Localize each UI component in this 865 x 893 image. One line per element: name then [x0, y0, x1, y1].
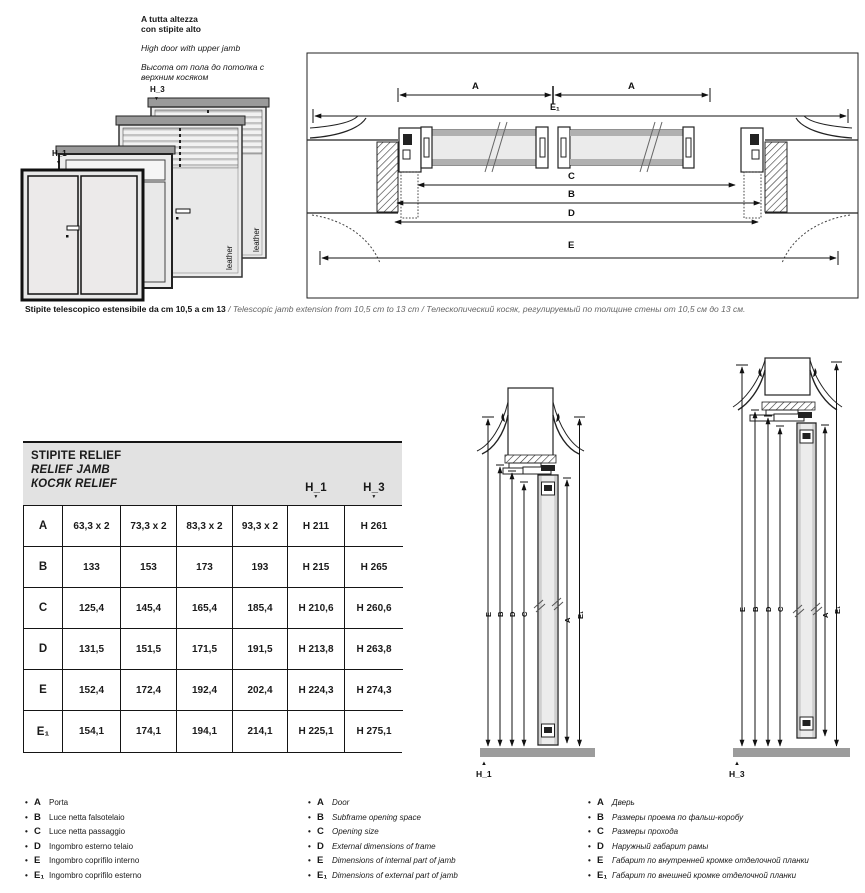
- legend-text: Дверь: [612, 798, 635, 807]
- dim-e1: E₁: [550, 102, 560, 112]
- bullet-icon: •: [588, 827, 591, 837]
- bullet-icon: •: [25, 798, 28, 807]
- intro-ru-line2: верхним косяком: [141, 72, 209, 82]
- dimensions-table: [23, 441, 402, 753]
- legend-russian: [588, 797, 865, 885]
- dim-a-right: A: [628, 81, 635, 92]
- legend-key: C: [317, 826, 324, 838]
- legend-key: E₁: [34, 869, 45, 881]
- caption-sep2: /: [419, 304, 427, 314]
- leather-watermark: leather: [252, 227, 261, 252]
- table-cell: H 225,1: [288, 711, 345, 752]
- table-title-en: RELIEF JAMB: [31, 464, 110, 476]
- intro-it-line1: A tutta altezza: [141, 14, 198, 24]
- legend-item: [25, 841, 303, 856]
- bullet-icon: •: [588, 870, 591, 880]
- table-cell: H 213,8: [288, 629, 345, 670]
- legend-item: [308, 812, 586, 827]
- table-cell: 131,5: [63, 629, 121, 670]
- door-heights-illustration: [10, 80, 300, 305]
- legend-text: Dimensions of external part of jamb: [332, 870, 458, 880]
- h3-section-label: H_3: [729, 769, 745, 779]
- legend-key: D: [34, 840, 41, 852]
- legend-key: A: [317, 797, 324, 808]
- plan-section-drawing: [300, 48, 862, 303]
- table-cell: 145,4: [121, 588, 177, 629]
- column-header-h1-arrow-icon: ▼: [313, 494, 319, 500]
- bullet-icon: •: [588, 856, 591, 866]
- leaf-h3: [793, 423, 822, 738]
- h1-marker-arrow-icon: ▼: [56, 160, 61, 166]
- bullet-icon: •: [25, 827, 28, 837]
- column-header-h3-arrow-icon: ▼: [371, 494, 377, 500]
- legend-key: E₁: [597, 869, 608, 881]
- vertical-section-h3: [690, 340, 865, 780]
- table-cell: H 261: [345, 506, 403, 547]
- legend-key: A: [34, 797, 41, 808]
- dim-e: E: [738, 606, 747, 612]
- h3-marker-arrow-icon: ▼: [154, 96, 159, 102]
- leather-watermark: leather: [225, 245, 234, 270]
- column-header-h3-label: H_3: [363, 482, 385, 494]
- legend-key: B: [34, 811, 41, 823]
- legend-item: [308, 870, 586, 885]
- legend-text: Ingombro esterno telaio: [49, 841, 134, 851]
- legend-text: Luce netta passaggio: [49, 827, 126, 837]
- row-label: A: [24, 506, 63, 547]
- column-header-h1-label: H_1: [305, 482, 327, 494]
- legend-text: Габарит по внешней кромке отделочной планки: [612, 870, 797, 880]
- intro-en: High door with upper jamb: [141, 43, 241, 53]
- legend-key: B: [317, 811, 324, 823]
- vertical-section-h1: [465, 355, 665, 780]
- h1-section-arrow-icon: ▲: [481, 761, 487, 767]
- legend-key: E: [317, 855, 324, 867]
- legend-item: [25, 855, 303, 870]
- legend-english: [308, 797, 586, 885]
- table-cell: 174,1: [121, 711, 177, 752]
- bullet-icon: •: [308, 827, 311, 837]
- table-cell: 171,5: [177, 629, 233, 670]
- row-label: B: [24, 547, 63, 588]
- legend-text: Ingombro coprifilo esterno: [49, 870, 142, 880]
- table-title-it: STIPITE RELIEF: [31, 450, 122, 462]
- legend-item: [308, 797, 586, 812]
- dim-e1: E₁: [576, 610, 585, 619]
- legend-item: [25, 870, 303, 885]
- dim-c: C: [568, 171, 575, 182]
- table-cell: 165,4: [177, 588, 233, 629]
- legend-text: Dimensions of internal part of jamb: [332, 856, 456, 866]
- legend-text: Luce netta falsotelaio: [49, 812, 125, 822]
- table-cell: 172,4: [121, 670, 177, 711]
- double-door: [22, 170, 143, 300]
- bullet-icon: •: [308, 798, 311, 807]
- caption-ru: Телескопический косяк, регулируемый по толщине стены от 10,5 см до 13 см.: [426, 304, 746, 314]
- table-cell: 202,4: [233, 670, 288, 711]
- table-cell: 192,4: [177, 670, 233, 711]
- table-cell: 194,1: [177, 711, 233, 752]
- bullet-icon: •: [308, 856, 311, 866]
- plan-right-leaf: [570, 127, 694, 168]
- legend-key: D: [317, 840, 324, 852]
- table-cell: H 211: [288, 506, 345, 547]
- legend-item: [308, 841, 586, 856]
- table-cell: 185,4: [233, 588, 288, 629]
- h1-section-label: H_1: [476, 769, 492, 779]
- legend-text: Наружный габарит рамы: [612, 841, 709, 851]
- legend-text: Размеры прохода: [612, 827, 679, 837]
- legend-item: [588, 797, 865, 812]
- leaf-h1: [534, 475, 563, 745]
- dim-e: E: [568, 240, 575, 251]
- table-cell: H 260,6: [345, 588, 403, 629]
- legend-text: External dimensions of frame: [332, 841, 436, 851]
- legend-text: Porta: [49, 798, 69, 807]
- legend-text: Opening size: [332, 827, 379, 837]
- bullet-icon: •: [588, 812, 591, 822]
- table-title: [23, 441, 402, 505]
- table-cell: 152,4: [63, 670, 121, 711]
- legend-key: C: [34, 826, 41, 838]
- table-cell: H 210,6: [288, 588, 345, 629]
- legend-key: C: [597, 826, 604, 838]
- bullet-icon: •: [25, 812, 28, 822]
- legend-text: Ingombro coprifilo interno: [49, 856, 140, 866]
- legend-text: Габарит по внутренней кромке отделочной планки: [612, 856, 809, 866]
- row-label: D: [24, 629, 63, 670]
- row-label: E₁: [24, 711, 63, 752]
- table-cell: H 275,1: [345, 711, 403, 752]
- intro-text-block: [141, 14, 264, 82]
- caption-en: Telescopic jamb extension from 10,5 cm to 13 cm: [232, 304, 420, 314]
- dim-d: D: [764, 606, 773, 612]
- table-title-ru: КОСЯК RELIEF: [31, 478, 118, 490]
- table-cell: 133: [63, 547, 121, 588]
- table-cell: H 215: [288, 547, 345, 588]
- legend-item: [308, 855, 586, 870]
- plan-left-leaf: [421, 127, 545, 168]
- table-cell: H 274,3: [345, 670, 403, 711]
- caption: [25, 304, 860, 314]
- table-cell: 73,3 x 2: [121, 506, 177, 547]
- intro-ru-line1: Высота от пола до потолка с: [141, 62, 265, 72]
- legend-key: D: [597, 840, 604, 852]
- table-cell: 93,3 x 2: [233, 506, 288, 547]
- table-cell: 214,1: [233, 711, 288, 752]
- legend-item: [588, 826, 865, 841]
- dim-e1: E₁: [833, 605, 842, 614]
- table-cell: H 265: [345, 547, 403, 588]
- legend-italian: [25, 797, 303, 885]
- dim-d: D: [568, 208, 575, 219]
- row-label: E: [24, 670, 63, 711]
- dim-b: B: [568, 189, 575, 200]
- bullet-icon: •: [25, 841, 28, 851]
- legend-item: [588, 812, 865, 827]
- legend-text: Размеры проема по фальш-коробу: [612, 812, 744, 822]
- dim-d: D: [508, 611, 517, 617]
- bullet-icon: •: [25, 870, 28, 880]
- table-cell: 153: [121, 547, 177, 588]
- bullet-icon: •: [25, 856, 28, 866]
- legend-item: [25, 812, 303, 827]
- column-header-h1: [294, 481, 338, 500]
- bullet-icon: •: [308, 812, 311, 822]
- intro-it-line2: con stipite alto: [141, 24, 201, 34]
- legend-text: Subframe opening space: [332, 812, 421, 822]
- table-cell: 173: [177, 547, 233, 588]
- dim-b: B: [751, 606, 760, 612]
- table-cell: 151,5: [121, 629, 177, 670]
- row-label: C: [24, 588, 63, 629]
- caption-sep1: /: [225, 304, 233, 314]
- floor-h3: [733, 748, 850, 757]
- dim-e: E: [484, 611, 493, 617]
- bullet-icon: •: [308, 841, 311, 851]
- table-grid: [23, 505, 402, 753]
- dim-c: C: [776, 606, 785, 612]
- legend-key: E₁: [317, 869, 328, 881]
- legend-key: E: [597, 855, 604, 867]
- table-cell: H 224,3: [288, 670, 345, 711]
- dim-c: C: [520, 611, 529, 617]
- bullet-icon: •: [588, 841, 591, 851]
- dim-a: A: [563, 617, 572, 623]
- h3-section-arrow-icon: ▲: [734, 761, 740, 767]
- bullet-icon: •: [308, 870, 311, 880]
- legend-item: [25, 826, 303, 841]
- h3-marker-label: H_3: [150, 85, 165, 94]
- dim-a: A: [821, 612, 830, 618]
- legend-item: [588, 841, 865, 856]
- legend-text: Door: [332, 798, 350, 807]
- table-cell: H 263,8: [345, 629, 403, 670]
- legend-item: [588, 870, 865, 885]
- table-cell: 191,5: [233, 629, 288, 670]
- legend-key: E: [34, 855, 41, 867]
- legend-key: A: [597, 797, 604, 808]
- caption-it: Stipite telescopico estensibile da cm 10,5 a cm 13: [25, 304, 226, 314]
- table-cell: 83,3 x 2: [177, 506, 233, 547]
- floor-h1: [480, 748, 595, 757]
- column-header-h3: [352, 481, 396, 500]
- dim-b: B: [496, 611, 505, 617]
- table-cell: 125,4: [63, 588, 121, 629]
- table-cell: 193: [233, 547, 288, 588]
- plan-center-meeting: [536, 127, 570, 168]
- legend-item: [25, 797, 303, 812]
- legend-key: B: [597, 811, 604, 823]
- bullet-icon: •: [588, 798, 591, 807]
- h1-marker-label: H_1: [52, 149, 67, 158]
- legend-item: [588, 855, 865, 870]
- table-cell: 154,1: [63, 711, 121, 752]
- legend-item: [308, 826, 586, 841]
- dim-a-left: A: [472, 81, 479, 92]
- table-cell: 63,3 x 2: [63, 506, 121, 547]
